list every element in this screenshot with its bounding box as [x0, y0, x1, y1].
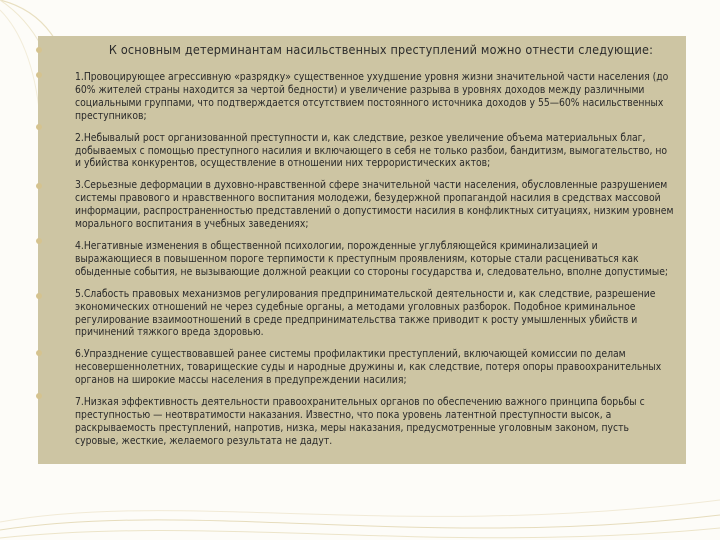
list-item-1: 1.Провоцирующее агрессивную «разрядку» существенное ухудшение уровня жизни значительной части населения (до 60% жителей страны находится за чертой бедности) и увеличение разрыва в уровнях доходов между различными социальными группами, что подтверждается отсутствием постоянного источника доходов у 55—60% насильственных преступников;: [75, 71, 669, 122]
bottom-wave-ornament: [0, 460, 720, 540]
bullet-item-5: [36, 293, 42, 299]
list-item-6: 6.Упразднение существовавшей ранее системы профилактики преступлений, включающей комиссии по делам несовершеннолетних, товарищеские суды и народные дружины и, как следствие, потеря опоры правоохранительных органов на широкие массы населения в предупреждении насилия;: [75, 348, 662, 387]
bullet-item-6: [36, 350, 42, 356]
slide-heading: К основным детерминантам насильственных преступлений можно отнести следующие:: [108, 42, 654, 57]
bullet-heading: [36, 47, 42, 53]
list-item-7: 7.Низкая эффективность деятельности правоохранительных органов по обеспечению важного принципа борьбы с преступностью — неотвратимости наказания. Известно, что пока уровень латентной преступности высок, а раскрываемость преступлений, напротив, низка, меры наказания, предусмотренные уголовным законом, пусть суровые, жесткие, желаемого результата не дадут.: [75, 396, 645, 447]
bullet-item-1: [36, 72, 42, 78]
list-item-5: 5.Слабость правовых механизмов регулирования предпринимательской деятельности и, как следствие, разрешение экономических отношений не через судебные органы, а методами уголовных разборок. Подобное криминальное регулирование взаимоотношений в среде предпринимательства также приводит к росту умышленных убийств и причинений тяжкого вреда здоровью.: [75, 287, 656, 339]
bullet-item-4: [36, 238, 42, 244]
bullet-item-3: [36, 183, 42, 189]
bullet-item-7: [36, 393, 42, 399]
document-body: [75, 42, 675, 457]
list-item-2: 2.Небывалый рост организованной преступности и, как следствие, резкое увеличение объема материальных благ, добываемых с помощью преступного насилия и включающего в себя не только разбои, бандитизм, вымогательство, но и убийства конкурентов, осуществление в отношении них террористических актов;: [75, 131, 668, 170]
bullet-column: [36, 0, 56, 540]
list-item-3: 3.Серьезные деформации в духовно-нравственной сфере значительной части населения, обусловленные разрушением системы правового и нравственного воспитания молодежи, безудержной пропагандой насилия в средствах массовой информации, распространенностью представлений о допустимости насилия в конфликтных ситуациях, низким уровнем морального воспитания в учебных заведениях;: [75, 179, 674, 231]
bullet-item-2: [36, 124, 42, 130]
list-item-4: 4.Негативные изменения в общественной психологии, порожденные углубляющейся криминализацией и выражающиеся в повышенном пороге терпимости к преступным проявлениям, которые стали расцениваться как обыденные события, не вызывающие должной реакции со стороны государства и, следовательно, вполне допустимые;: [75, 239, 669, 278]
